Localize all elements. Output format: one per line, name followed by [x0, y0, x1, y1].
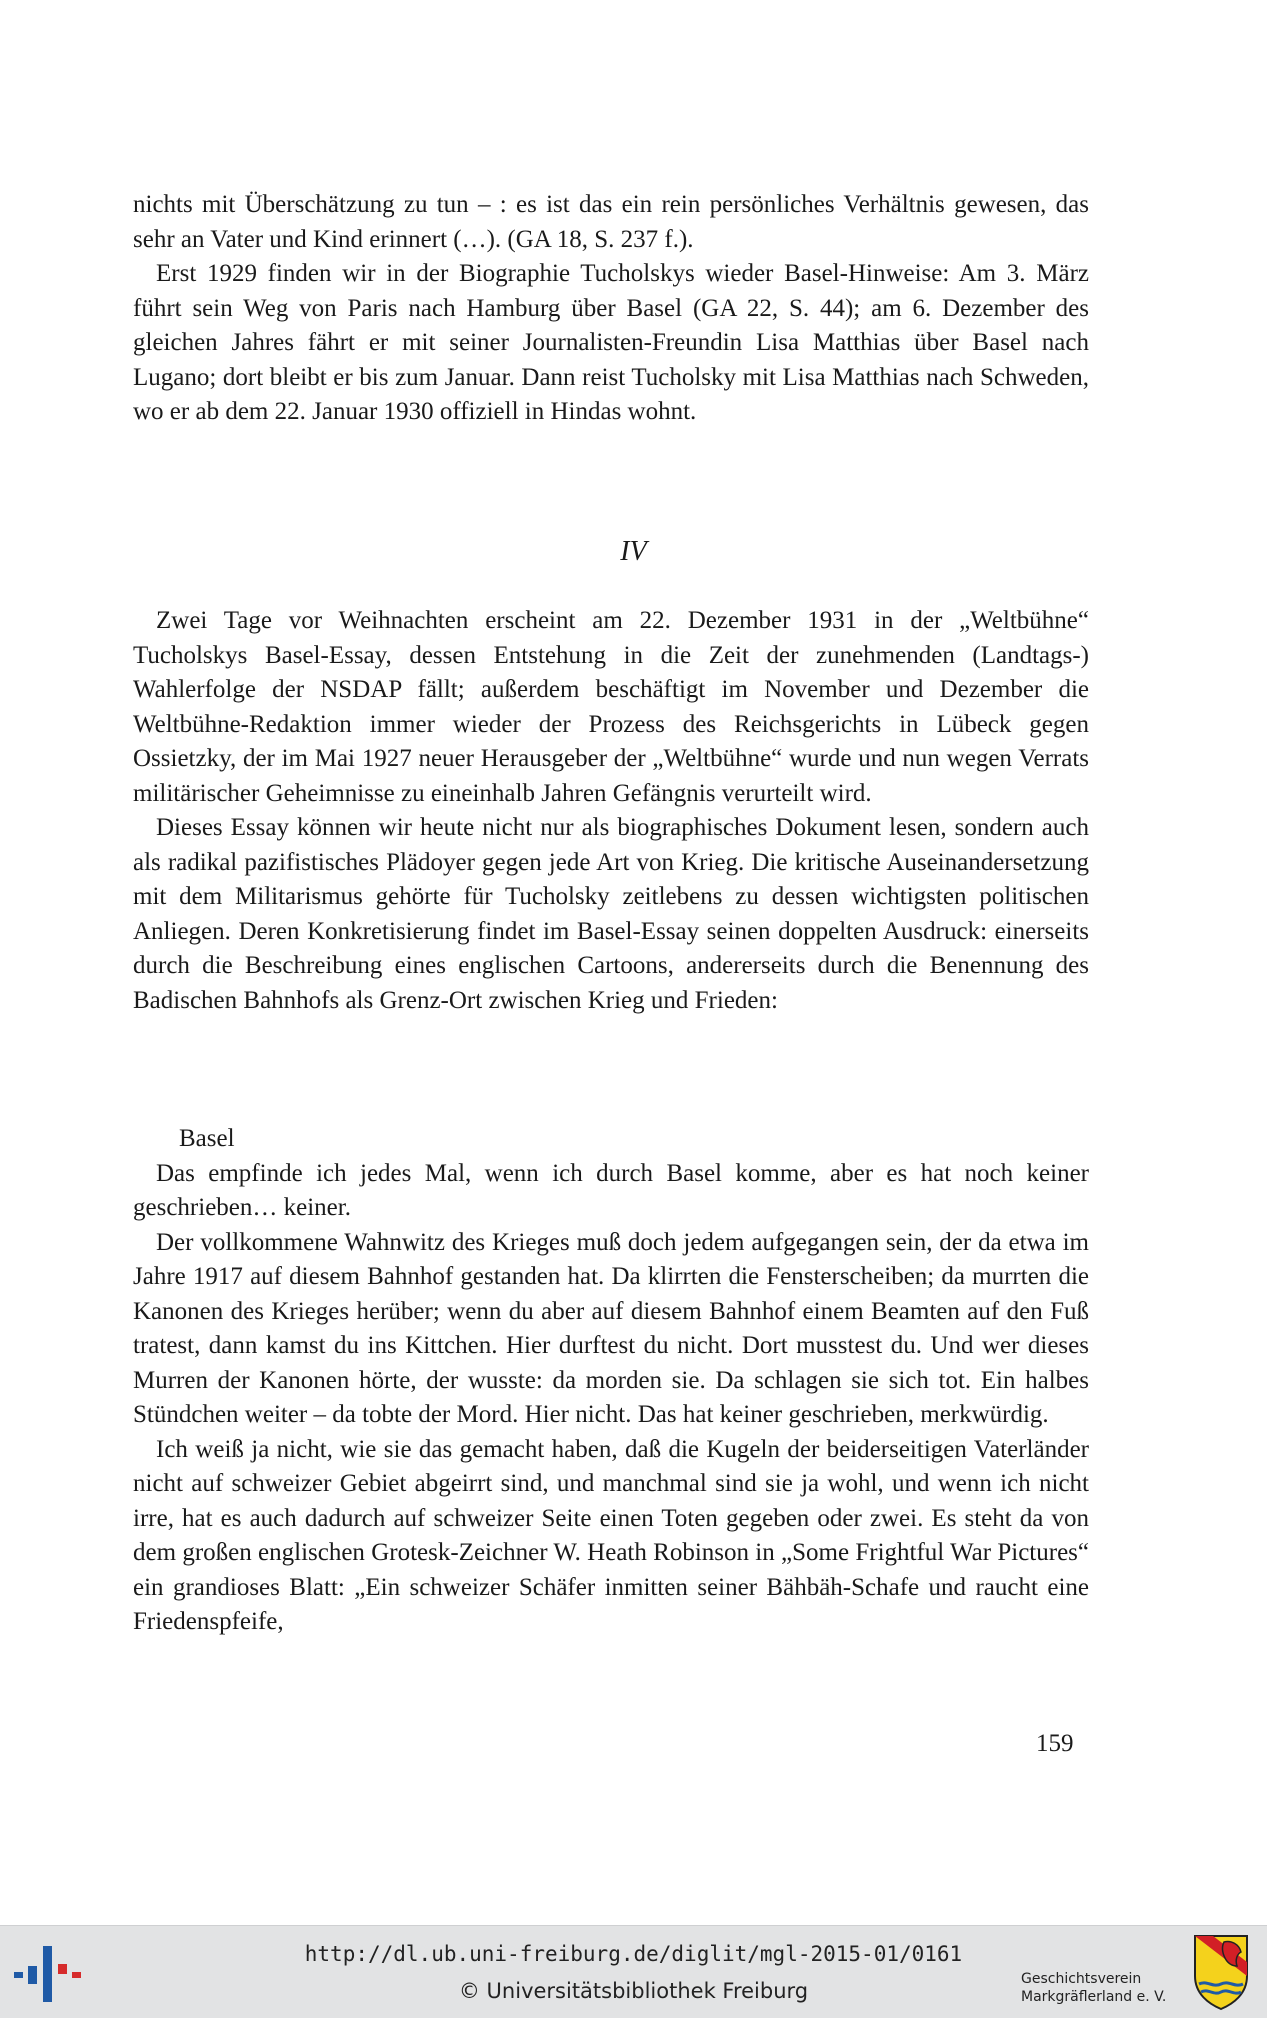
society-line: Geschichtsverein — [1021, 1971, 1142, 1987]
quote-paragraph: Der vollkommene Wahnwitz des Krieges muß doch jedem aufgegangen sein, der da etwa im Jahre 1917 auf diesem Bahnhof gestanden hat. Da klirrten die Fensterscheiben; da murrten die Kanonen des Krieges herüber; wenn du aber auf diesem Bahnhof einem Beamten auf den Fuß tratest, dann kamst du ins Kittchen. Hier durftest du nicht. Dort musstest du. Und wer dieses Murren der Kanonen hörte, der wusste: da morden sie. Da schlagen sie sich tot. Ein halbes Stündchen weiter – da tobte der Mord. Hier nicht. Das hat keiner geschrieben, merkwürdig. — [133, 1228, 1089, 1428]
coat-of-arms-icon[interactable] — [1191, 1932, 1251, 2012]
society-name — [1021, 1970, 1191, 2006]
section-heading: IV — [620, 536, 647, 567]
quote-title: Basel — [179, 1125, 235, 1152]
paragraph: Zwei Tage vor Weihnachten erscheint am 22. Dezember 1931 in der „Weltbühne“ Tucholskys Basel-Essay, dessen Entstehung in die Zeit der zunehmenden (Landtags-) Wahlerfolge der NSDAP fällt; außerdem beschäftigt im November und Dezember die Weltbühne-Redaktion immer wieder der Prozess des Reichsgerichts in Lübeck gegen Ossietzky, der im Mai 1927 neuer Herausgeber der „Weltbühne“ wurde und nun wegen Verrats militärischer Geheimnisse zu eineinhalb Jahren Gefängnis verurteilt wird. — [133, 607, 1089, 807]
quote-block — [133, 1122, 1089, 1640]
top-text-block — [133, 188, 1089, 430]
quote-paragraph: Ich weiß ja nicht, wie sie das gemacht haben, daß die Kugeln der beiderseitigen Vaterländer nicht auf schweizer Gebiet abgeirrt sind, und manchmal sind sie ja wohl, und wenn ich nicht irre, hat es auch dadurch auf schweizer Seite einen Toten gegeben oder zwei. Es steht da von dem großen englischen Grotesk-Zeichner W. Heath Robinson in „Some Frightful War Pictures“ ein grandioses Blatt: „Ein schweizer Schäfer inmitten seiner Bähbäh-Schafe und raucht eine Friedenspfeife, — [133, 1435, 1089, 1635]
paragraph: Dieses Essay können wir heute nicht nur als biographisches Dokument lesen, sondern auch als radikal pazifistisches Plädoyer gegen jede Art von Krieg. Die kritische Auseinandersetzung mit dem Militarismus gehörte für Tucholsky zeitlebens zu dessen wichtigsten politischen Anliegen. Deren Konkretisierung findet im Basel-Essay seinen doppelten Ausdruck: einerseits durch die Beschreibung eines englischen Cartoons, andererseits durch die Benennung des Badischen Bahnhofs als Grenz-Ort zwischen Krieg und Frieden: — [133, 814, 1089, 1014]
page-number: 159 — [1036, 1730, 1074, 1757]
copyright-text: © Universitätsbibliothek Freiburg — [458, 1979, 809, 2003]
quote-paragraph: Das empfinde ich jedes Mal, wenn ich durch Basel komme, aber es hat noch keiner geschrieben… keiner. — [133, 1159, 1089, 1221]
paragraph: Erst 1929 finden wir in der Biographie Tucholskys wieder Basel-Hinweise: Am 3. März führt sein Weg von Paris nach Hamburg über Basel (GA 22, S. 44); am 6. Dezember des gleichen Jahres fährt er mit seiner Journalisten-Freundin Lisa Matthias über Basel nach Lugano; dort bleibt er bis zum Januar. Dann reist Tucholsky mit Lisa Matthias nach Schweden, wo er ab dem 22. Januar 1930 offiziell in Hindas wohnt. — [133, 260, 1089, 425]
document-url[interactable]: http://dl.ub.uni-freiburg.de/diglit/mgl-2015-01/0161 — [304, 1942, 963, 1966]
viewer-footer — [0, 1925, 1267, 2018]
paragraph: nichts mit Überschätzung zu tun – : es ist das ein rein persönliches Verhältnis gewesen, das sehr an Vater und Kind erinnert (…). (GA 18, S. 237 f.). — [133, 191, 1089, 253]
main-text-block — [133, 604, 1089, 1018]
society-line: Markgräflerland e. V. — [1021, 1989, 1167, 2005]
